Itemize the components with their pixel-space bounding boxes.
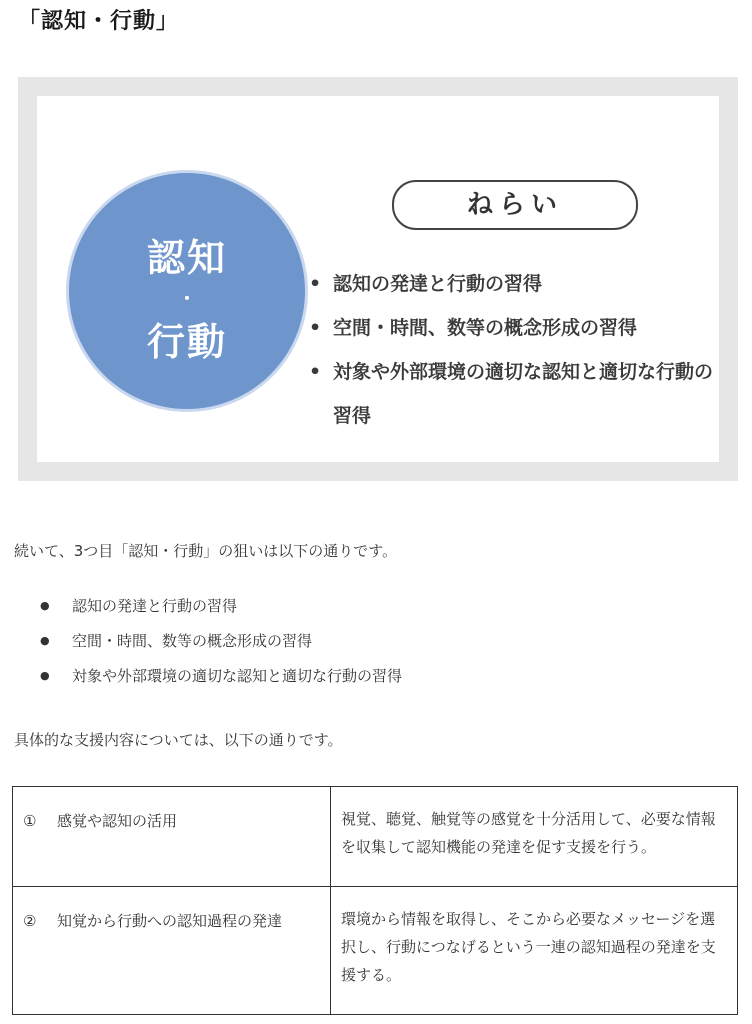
bullet-icon: ● <box>40 599 50 612</box>
item-title: 知覚から行動への認知過程の発達 <box>57 912 283 930</box>
support-item-cell <box>13 787 331 887</box>
item-title: 感覚や認知の活用 <box>57 812 178 830</box>
bullet-icon: • <box>309 317 322 339</box>
bullet-icon: • <box>309 361 322 383</box>
aim-bullet-list <box>40 594 402 699</box>
circle-label-line1: 認知 <box>146 236 227 280</box>
list-item-text: 認知の発達と行動の習得 <box>72 597 238 615</box>
list-item-text: 空間・時間、数等の概念形成の習得 <box>72 632 313 650</box>
table-row <box>13 787 738 887</box>
support-item-cell <box>13 887 331 1015</box>
circle-label-line2: 行動 <box>146 320 227 364</box>
table-row <box>13 887 738 1015</box>
item-number: ② <box>23 912 37 930</box>
aim-item <box>309 306 729 350</box>
support-description-cell: 環境から情報を取得し、そこから必要なメッセージを選択し、行動につなげるという一連の認知過程の発達を支援する。 <box>331 887 738 1015</box>
circle-label-dot: ・ <box>178 289 196 310</box>
aim-item-text: 対象や外部環境の適切な認知と適切な行動の習得 <box>333 361 714 427</box>
illustration-panel <box>37 96 719 462</box>
list-item <box>40 594 402 629</box>
list-item-text: 対象や外部環境の適切な認知と適切な行動の習得 <box>72 667 403 685</box>
bullet-icon: ● <box>40 669 50 682</box>
topic-circle <box>69 173 305 409</box>
aim-item <box>309 350 729 438</box>
aim-illustration <box>18 77 738 481</box>
intro-paragraph: 続いて、3つ目「認知・行動」の狙いは以下の通りです。 <box>14 542 398 560</box>
aim-label: ねらい <box>392 180 638 230</box>
bullet-icon: ● <box>40 634 50 647</box>
support-intro-paragraph: 具体的な支援内容については、以下の通りです。 <box>14 731 343 749</box>
list-item <box>40 664 402 699</box>
item-number: ① <box>23 812 37 830</box>
aim-item <box>309 262 729 306</box>
aim-item-text: 空間・時間、数等の概念形成の習得 <box>333 317 638 339</box>
support-description-cell: 視覚、聴覚、触覚等の感覚を十分活用して、必要な情報を収集して認知機能の発達を促す支援を行う。 <box>331 787 738 887</box>
page-title: 「認知・行動」 <box>18 9 180 34</box>
support-table <box>12 786 738 1015</box>
aim-item-text: 認知の発達と行動の習得 <box>333 273 543 295</box>
aim-list <box>309 262 729 438</box>
bullet-icon: • <box>309 273 322 295</box>
list-item <box>40 629 402 664</box>
